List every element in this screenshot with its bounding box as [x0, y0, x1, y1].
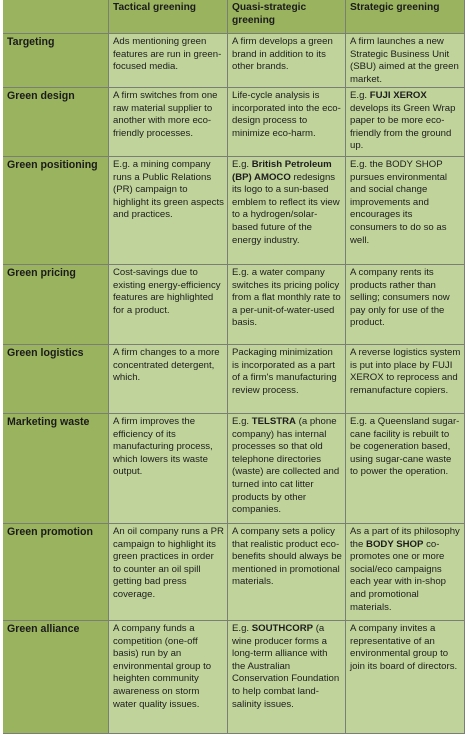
- text-rest: develops its Green Wrap paper to be more eco-friendly from the ground up.: [350, 102, 456, 152]
- cell-green-positioning-strategic: E.g. the BODY SHOP pursues environmental and social change improvements and encourages its consumers to do so as well.: [346, 157, 465, 265]
- text-rest: (a phone company) has internal processes so that old telephone directories (waste) are collected and turned into cat litter products by other companies.: [232, 416, 340, 516]
- text-prefix: As a part of its philosophy the: [350, 526, 460, 550]
- cell-green-positioning-quasi: [228, 157, 346, 265]
- green-marketing-table: [3, 0, 465, 734]
- cell-green-promotion-tactical: An oil company runs a PR campaign to highlight its green practices in order to counter an oil spill getting bad press coverage.: [109, 524, 228, 621]
- cell-green-design-strategic: [346, 88, 465, 157]
- cell-green-alliance-quasi: [228, 621, 346, 734]
- cell-green-pricing-strategic: A company rents its products rather than selling; consumers now pay only for use of the product.: [346, 265, 465, 345]
- cell-green-pricing-tactical: Cost-savings due to existing energy-efficiency features are highlighted for a product.: [109, 265, 228, 345]
- row-label-green-design: Green design: [3, 88, 109, 157]
- row-label-green-promotion: Green promotion: [3, 524, 109, 621]
- company-name-bold: FUJI XEROX: [369, 90, 427, 101]
- text-rest: (a wine producer forms a long-term alliance with the Australian Conservation Foundation to help combat land-salinity issues.: [232, 623, 340, 710]
- cell-marketing-waste-quasi: [228, 414, 346, 524]
- text-prefix: E.g.: [350, 90, 370, 101]
- text-rest: co-promotes one or more social/eco campaigns each year with in-shop and promotional materials.: [350, 538, 446, 613]
- cell-green-design-tactical: A firm switches from one raw material supplier to another with more eco-friendly processes.: [109, 88, 228, 157]
- cell-green-promotion-strategic: [346, 524, 465, 621]
- header-tactical: Tactical greening: [109, 0, 228, 34]
- company-name-bold: SOUTHCORP: [251, 623, 314, 634]
- company-name-bold: British Petroleum (BP) AMOCO: [232, 159, 332, 183]
- cell-green-alliance-tactical: A company funds a competition (one-off basis) run by an environmental group to heighten community awareness on storm water quality issues.: [109, 621, 228, 734]
- text-prefix: E.g.: [232, 416, 252, 427]
- cell-marketing-waste-strategic: E.g. a Queensland sugar-cane facility is rebuilt to be cogeneration based, using sugar-cane waste to power the operation.: [346, 414, 465, 524]
- cell-green-pricing-quasi: E.g. a water company switches its pricing policy from a flat monthly rate to a per-unit-of-water-used basis.: [228, 265, 346, 345]
- cell-green-positioning-tactical: E.g. a mining company runs a Public Relations (PR) campaign to highlight its green aspects and practices.: [109, 157, 228, 265]
- cell-targeting-tactical: Ads mentioning green features are run in green-focused media.: [109, 34, 228, 88]
- cell-green-promotion-quasi: A company sets a policy that realistic product eco-benefits should always be mentioned in promotional materials.: [228, 524, 346, 621]
- row-label-green-alliance: Green alliance: [3, 621, 109, 734]
- row-label-targeting: Targeting: [3, 34, 109, 88]
- cell-targeting-quasi: A firm develops a green brand in addition to its other brands.: [228, 34, 346, 88]
- text-prefix: E.g.: [232, 159, 252, 170]
- company-name-bold: BODY SHOP: [366, 538, 424, 550]
- header-strategic: Strategic greening: [346, 0, 465, 34]
- cell-marketing-waste-tactical: A firm improves the efficiency of its manufacturing process, which lowers its waste output.: [109, 414, 228, 524]
- row-label-green-pricing: Green pricing: [3, 265, 109, 345]
- cell-green-logistics-quasi: Packaging minimization is incorporated as a part of a firm's manufacturing review process.: [228, 345, 346, 414]
- company-name-bold: TELSTRA: [251, 416, 296, 427]
- header-quasi-strategic: Quasi-strategic greening: [228, 0, 346, 34]
- header-corner-cell: [3, 0, 109, 34]
- cell-targeting-strategic: A firm launches a new Strategic Business Unit (SBU) aimed at the green market.: [346, 34, 465, 88]
- cell-green-design-quasi: Life-cycle analysis is incorporated into the eco-design process to minimize eco-harm.: [228, 88, 346, 157]
- cell-green-alliance-strategic: A company invites a representative of an environmental group to join its board of directors.: [346, 621, 465, 734]
- row-label-marketing-waste: Marketing waste: [3, 414, 109, 524]
- cell-green-logistics-strategic: A reverse logistics system is put into place by FUJI XEROX to reprocess and remanufacture copiers.: [346, 345, 465, 414]
- row-label-green-logistics: Green logistics: [3, 345, 109, 414]
- cell-green-logistics-tactical: A firm changes to a more concentrated detergent, which.: [109, 345, 228, 414]
- text-rest: redesigns its logo to a sun-based emblem to reflect its view to a hydrogen/solar-based future of the energy industry.: [232, 171, 340, 246]
- row-label-green-positioning: Green positioning: [3, 157, 109, 265]
- text-prefix: E.g.: [232, 623, 252, 634]
